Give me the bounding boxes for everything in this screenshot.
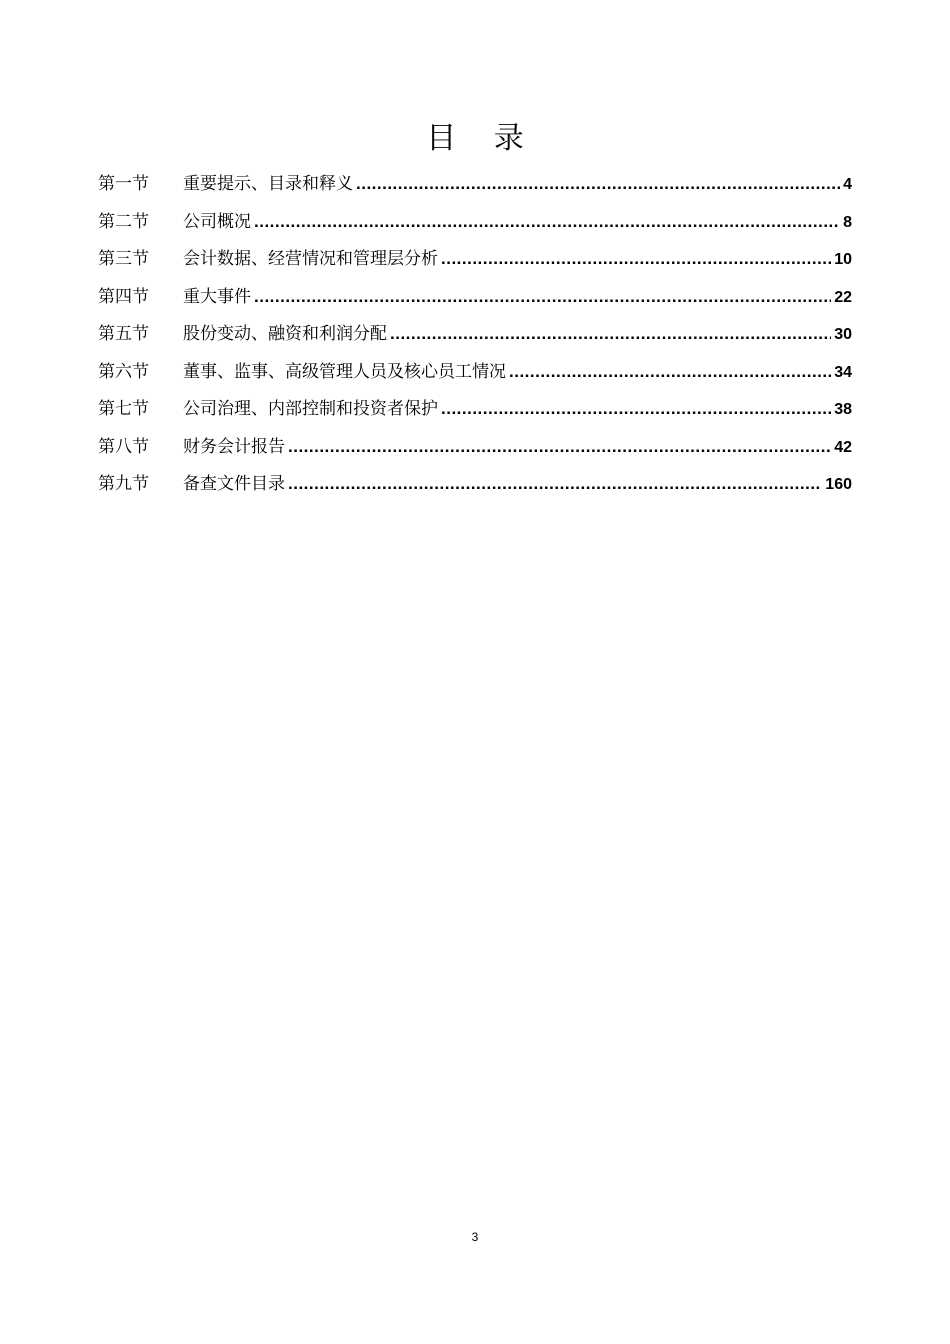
dot-leader [356, 165, 840, 203]
toc-entry-7[interactable] [98, 390, 852, 428]
toc-entry-title: 备查文件目录 [183, 474, 285, 494]
toc-page-number: 8 [843, 213, 852, 231]
dot-leader [288, 465, 822, 503]
toc-section-label: 第七节 [98, 399, 149, 419]
dot-leader [441, 390, 831, 428]
page-number: 3 [471, 1230, 479, 1244]
toc-entry-title: 会计数据、经营情况和管理层分析 [183, 249, 438, 269]
toc-section-label: 第一节 [98, 174, 149, 194]
toc-entry-title: 董事、监事、高级管理人员及核心员工情况 [183, 361, 506, 382]
toc-entry-title: 财务会计报告 [183, 436, 285, 457]
toc-section-label: 第九节 [98, 474, 149, 494]
toc-entry-1[interactable] [98, 165, 852, 203]
toc-title: 目 录 [426, 121, 538, 156]
dot-leader [509, 353, 831, 391]
toc-entry-title: 股份变动、融资和利润分配 [183, 324, 387, 344]
dot-leader [288, 428, 831, 466]
toc-entry-5[interactable] [98, 315, 852, 353]
toc-entry-6[interactable] [98, 353, 852, 391]
toc-section-label: 第五节 [98, 324, 149, 344]
toc-page-number: 10 [834, 251, 852, 268]
toc-section-label: 第四节 [98, 286, 149, 307]
toc-entry-3[interactable] [98, 240, 852, 278]
toc-entry-9[interactable] [98, 465, 852, 503]
dot-leader [441, 240, 831, 278]
toc-entry-title: 重大事件 [183, 286, 251, 307]
toc-page-number: 4 [843, 176, 852, 193]
toc-entry-title: 公司概况 [183, 211, 251, 232]
toc-entry-title: 公司治理、内部控制和投资者保护 [183, 399, 438, 419]
toc-page-number: 34 [834, 363, 852, 381]
toc-section-label: 第三节 [98, 249, 149, 269]
toc-entry-title: 重要提示、目录和释义 [183, 174, 353, 194]
table-of-contents [98, 165, 852, 503]
toc-entry-4[interactable] [98, 278, 852, 316]
toc-section-label: 第六节 [98, 361, 149, 382]
toc-entry-8[interactable] [98, 428, 852, 466]
toc-entry-2[interactable] [98, 203, 852, 241]
toc-section-label: 第二节 [98, 211, 149, 232]
dot-leader [390, 315, 831, 353]
toc-page-number: 38 [834, 401, 852, 418]
toc-section-label: 第八节 [98, 436, 149, 457]
dot-leader [254, 203, 840, 241]
toc-page-number: 42 [834, 438, 852, 456]
toc-page-number: 30 [834, 326, 852, 343]
toc-page-number: 22 [834, 288, 852, 306]
toc-page-number: 160 [825, 476, 852, 493]
dot-leader [254, 278, 831, 316]
